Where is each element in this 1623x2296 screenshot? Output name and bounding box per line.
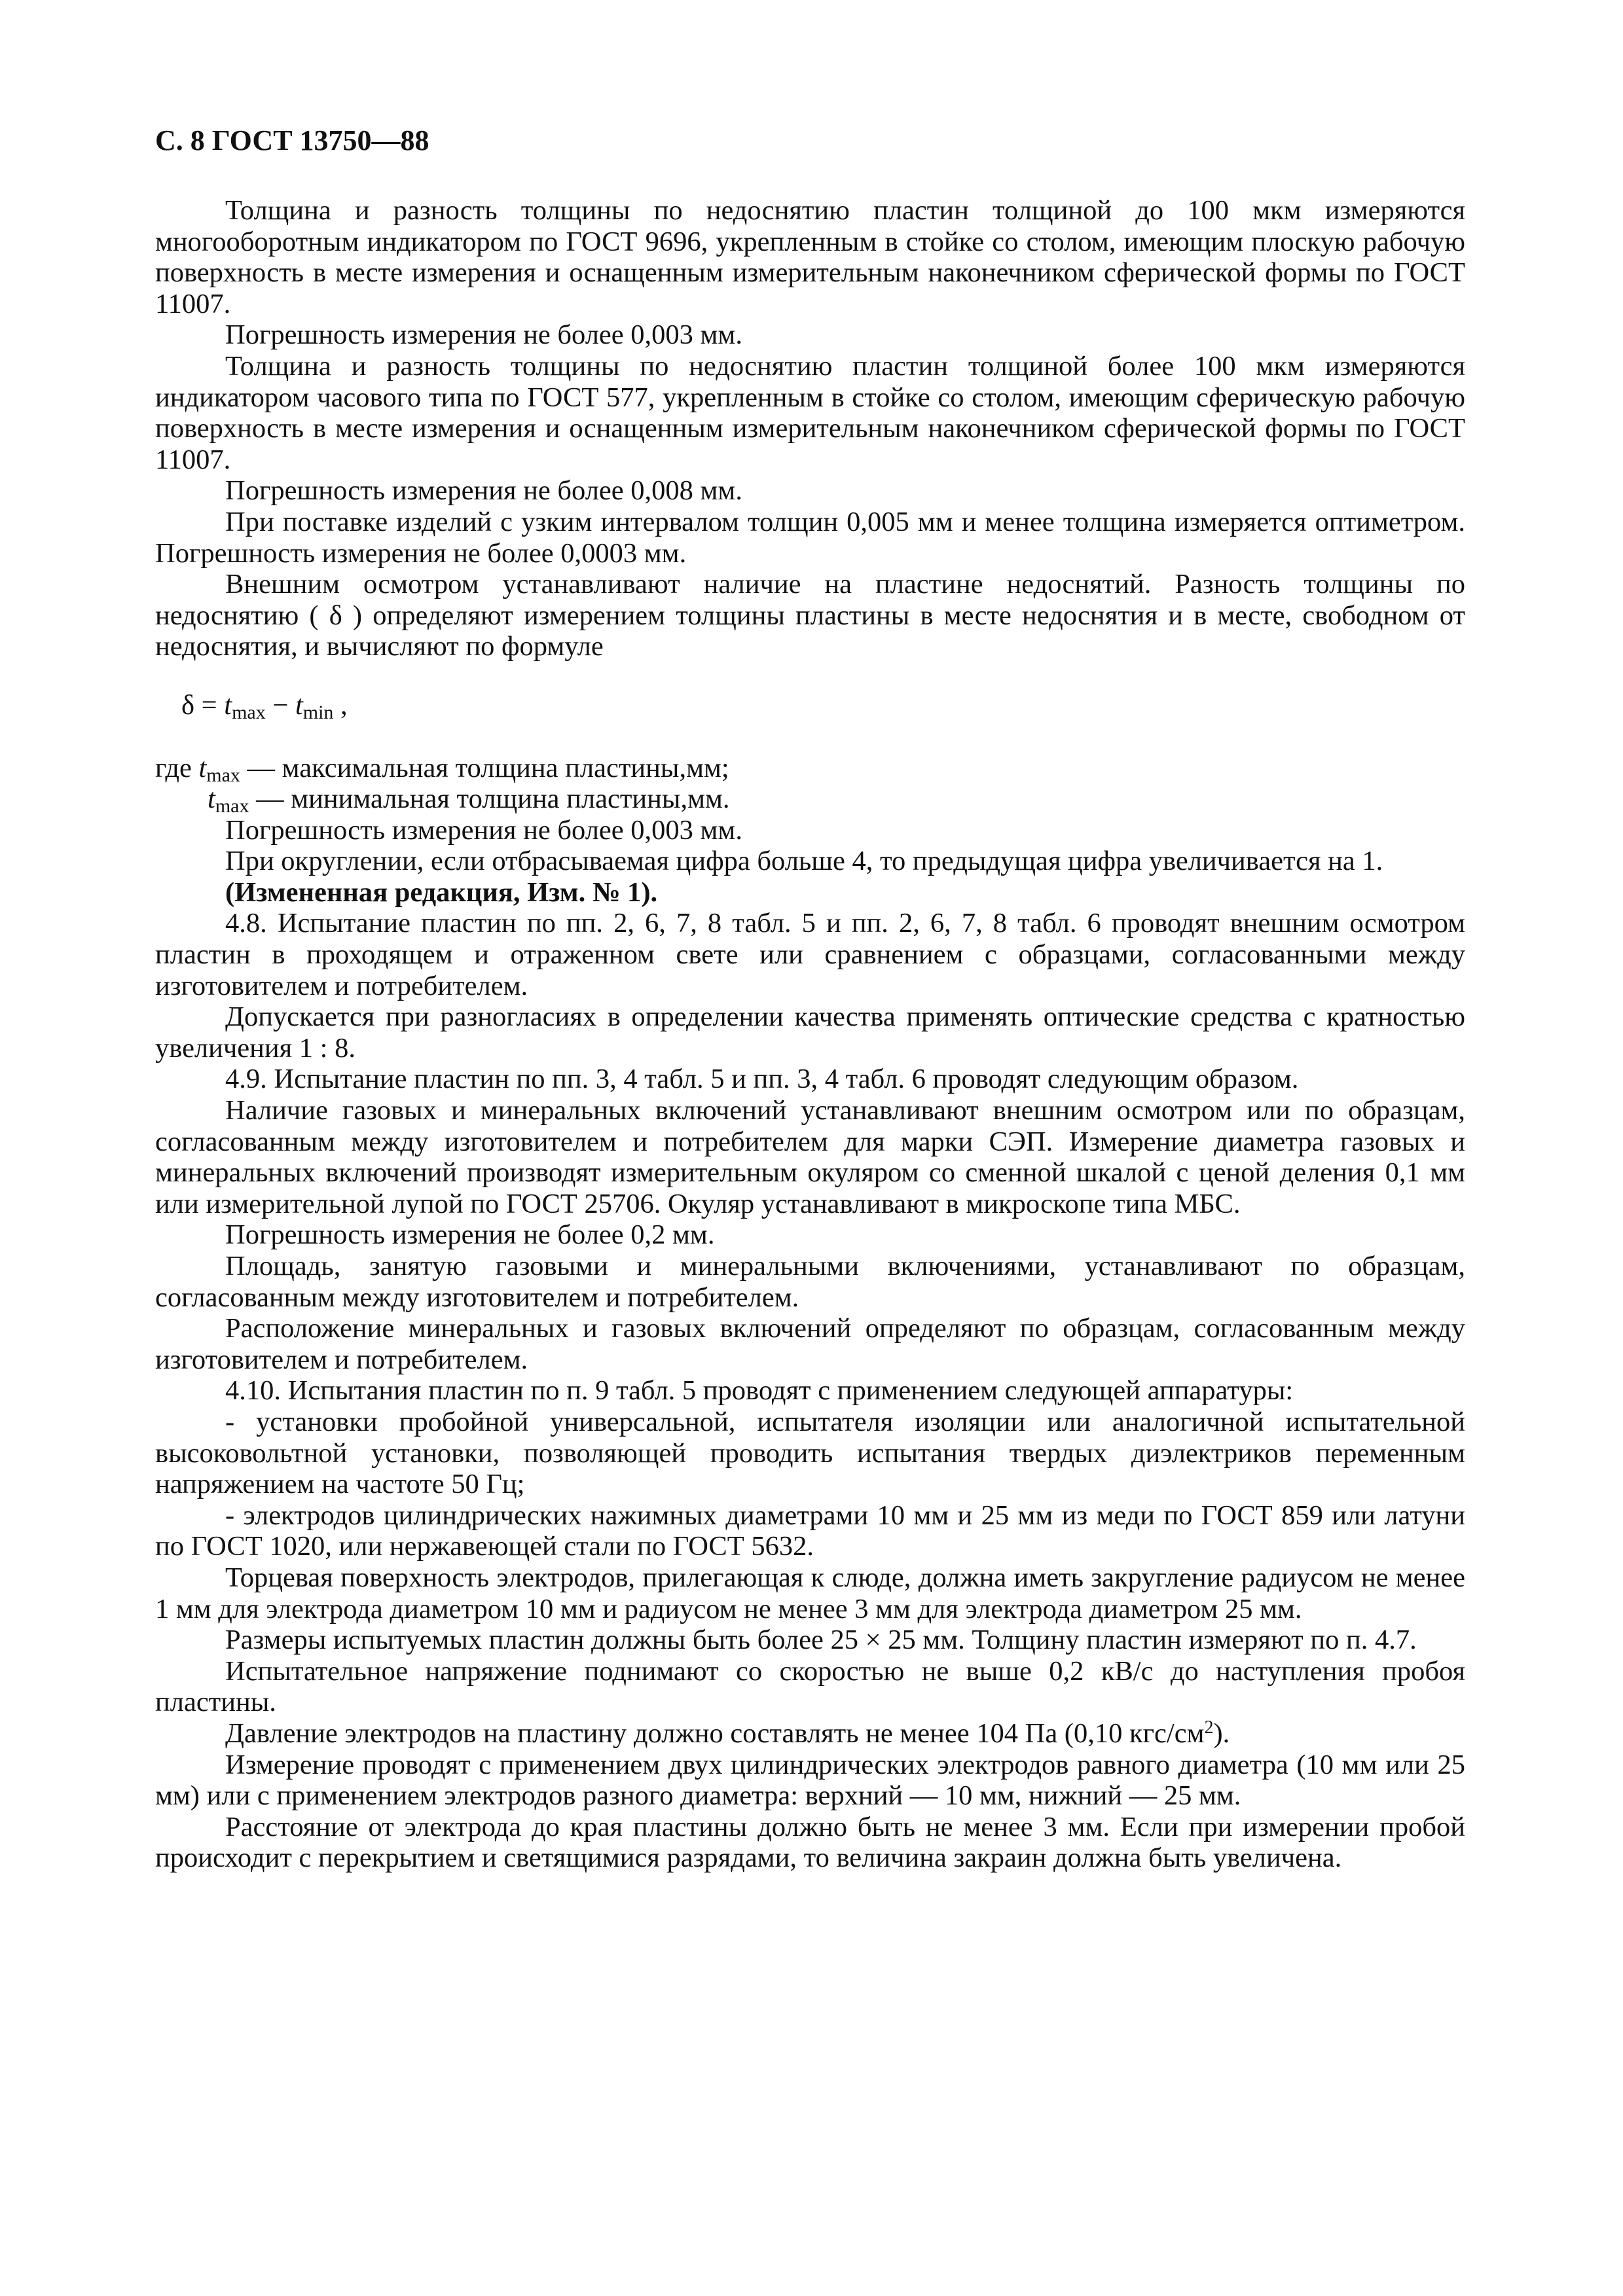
paragraph: Расстояние от электрода до края пластины должно быть не менее 3 мм. Если при измерении пробой происходит с перекрытием и светящимися разрядами, то величина закраин должна быть увеличена. (155, 1811, 1465, 1874)
where-line-2 (155, 783, 1465, 815)
paragraph: При поставке изделий с узким интервалом толщин 0,005 мм и менее толщина измеряется оптиметром. Погрешность измерения не более 0,0003 мм. (155, 506, 1465, 569)
where-symbol: t (208, 783, 215, 815)
pressure-text-end: ). (1213, 1717, 1230, 1749)
paragraph: Погрешность измерения не более 0,003 мм. (225, 319, 742, 351)
where-definition: — минимальная толщина пластины,мм. (249, 783, 730, 815)
paragraph: Толщина и разность толщины по недоснятию пластин толщиной более 100 мкм измеряются индикатором часового типа по ГОСТ 577, укрепленным в стойке со столом, имеющим сферическую рабочую поверхность в месте измерения и оснащенным измерительным наконечником сферической формы по ГОСТ 11007. (155, 350, 1465, 475)
formula-sub-min: min (302, 701, 334, 723)
paragraph: Торцевая поверхность электродов, прилегающая к слюде, должна иметь закругление радиусом не менее 1 мм для электрода диаметром 10 мм и радиусом не менее 3 мм для электрода диаметром 25 мм. (155, 1562, 1465, 1624)
pressure-text: Давление электродов на пластину должно составлять не менее 104 Па (0,10 кгс/см (225, 1717, 1205, 1749)
where-subscript: max (206, 764, 240, 786)
document-body (155, 195, 1465, 1874)
paragraph: Наличие газовых и минеральных включений устанавливают внешним осмотром или по образцам, согласованным между изготовителем и потребителем для марки СЭП. Измерение диаметра газовых и минеральных включений производят измерительным окуляром со сменной шкалой с ценой деления 0,1 мм или измерительной лупой по ГОСТ 25706. Окуляр устанавливают в микроскопе типа МБС. (155, 1095, 1465, 1219)
formula-t-min: t (295, 689, 303, 721)
formula-lhs: δ = (181, 689, 225, 721)
formula-minus: − (265, 689, 295, 721)
where-symbol: t (198, 752, 207, 783)
paragraph: Площадь, занятую газовыми и минеральными включениями, устанавливают по образцам, согласованным между изготовителем и потребителем. (155, 1251, 1465, 1313)
paragraph: 4.9. Испытание пластин по пп. 3, 4 табл. 5 и пп. 3, 4 табл. 6 проводят следующим образом. (225, 1064, 1299, 1095)
paragraph: Расположение минеральных и газовых включений определяют по образцам, согласованным между изготовителем и потребителем. (155, 1313, 1465, 1375)
paragraph: Допускается при разногласиях в определении качества применять оптические средства с кратностью увеличения 1 : 8. (155, 1001, 1465, 1064)
amendment-note: (Измененная редакция, Изм. № 1). (225, 876, 658, 908)
superscript: 2 (1204, 1717, 1214, 1738)
paragraph: Размеры испытуемых пластин должны быть более 25 × 25 мм. Толщину пластин измеряют по п. 4.7. (225, 1624, 1417, 1656)
formula-tail: , (333, 689, 348, 721)
formula-sub-max: max (232, 701, 266, 723)
paragraph: Погрешность измерения не более 0,008 мм. (225, 475, 742, 507)
formula-t-max: t (224, 689, 232, 721)
list-item: - установки пробойной универсальной, испытателя изоляции или аналогичной испытательной высоковольтной установки, позволяющей проводить испытания твердых диэлектриков переменным напряжением на частоте 50 Гц; (155, 1406, 1465, 1500)
paragraph: Толщина и разность толщины по недоснятию пластин толщиной до 100 мкм измеряются многооборотным индикатором по ГОСТ 9696, укрепленным в стойке со столом, имеющим плоскую рабочую поверхность в месте измерения и оснащенным измерительным наконечником сферической формы по ГОСТ 11007. (155, 195, 1465, 319)
where-subscript: max (215, 795, 249, 817)
paragraph: Испытательное напряжение поднимают со скоростью не выше 0,2 кВ/с до наступления пробоя пластины. (155, 1655, 1465, 1718)
paragraph: Внешним осмотром устанавливают наличие на пластине недоснятий. Разность толщины по недоснятию ( δ ) определяют измерением толщины пластины в месте недоснятия и в месте, свободном от недоснятия, и вычисляют по формуле (155, 569, 1465, 662)
where-prefix: где (155, 752, 199, 783)
paragraph: 4.8. Испытание пластин по пп. 2, 6, 7, 8 табл. 5 и пп. 2, 6, 7, 8 табл. 6 проводят внешним осмотром пластин в проходящем и отраженном свете или сравнением с образцами, согласованными между изготовителем и потребителем. (155, 908, 1465, 1001)
paragraph: Погрешность измерения не более 0,2 мм. (225, 1219, 715, 1251)
page-header: С. 8 ГОСТ 13750—88 (155, 124, 429, 156)
paragraph: При округлении, если отбрасываемая цифра больше 4, то предыдущая цифра увеличивается на 1. (225, 846, 1383, 877)
list-item: - электродов цилиндрических нажимных диаметрами 10 мм и 25 мм из меди по ГОСТ 859 или латуни по ГОСТ 1020, или нержавеющей стали по ГОСТ 5632. (155, 1499, 1465, 1562)
where-definition: — максимальная толщина пластины,мм; (240, 752, 729, 783)
where-line-1 (155, 753, 1465, 784)
paragraph: 4.10. Испытания пластин по п. 9 табл. 5 проводят с применением следующей аппаратуры: (225, 1375, 1294, 1407)
paragraph (155, 1718, 1465, 1749)
paragraph: Измерение проводят с применением двух цилиндрических электродов равного диаметра (10 мм или 25 мм) или с применением электродов разного диаметра: верхний — 10 мм, нижний — 25 мм. (155, 1749, 1465, 1812)
paragraph: Погрешность измерения не более 0,003 мм. (225, 814, 742, 846)
formula (155, 690, 1465, 721)
